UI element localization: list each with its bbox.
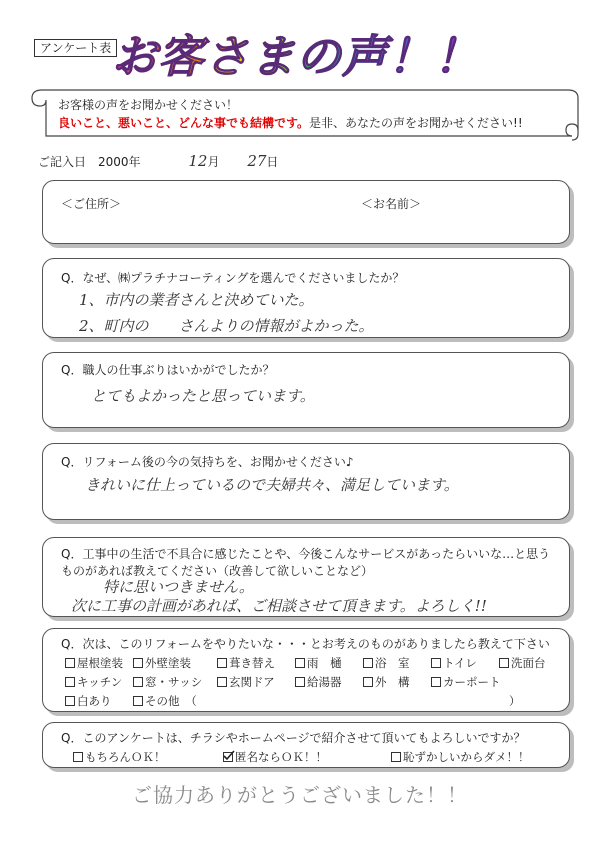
question-2-text: Q．職人の仕事ぶりはいかがでしたか？ (61, 363, 275, 377)
other-close-paren: ） (509, 694, 521, 708)
checkbox[interactable] (295, 677, 305, 687)
checkbox[interactable] (363, 677, 373, 687)
question-5-text: Q．次は、このリフォームをやりたいな・・・とお考えのものがありましたら教えて下さい (61, 637, 550, 651)
checkbox-checked[interactable] (223, 752, 233, 762)
intro-line-2 (58, 115, 523, 131)
checkbox[interactable] (217, 658, 227, 668)
scroll-frame-graphic (28, 84, 580, 142)
question-4-text-line-2: ものがあれば教えてください（改善して欲しいことなど） (61, 564, 374, 578)
question-4-section (42, 537, 570, 617)
option-no[interactable]: 恥ずかしいからダメ！！ (391, 749, 530, 765)
option-termite[interactable]: 白あり (65, 693, 112, 709)
thank-you-message: ご協力ありがとうございました！！ (132, 783, 468, 807)
option-gutter[interactable]: 雨 樋 (295, 655, 342, 671)
intro-line-1: お客様の声をお聞かせください！ (58, 98, 239, 112)
option-kitchen[interactable]: キッチン (65, 674, 122, 690)
option-bathroom[interactable]: 浴 室 (363, 655, 410, 671)
address-label: ＜ご住所＞ (61, 197, 122, 211)
month-value: 12 (188, 152, 208, 170)
month-label: 月 (207, 155, 220, 169)
form-tag: アンケート表 (34, 39, 117, 57)
option-reroof[interactable]: 葺き替え (217, 655, 275, 671)
option-other[interactable]: その他 （ (133, 693, 197, 709)
option-wall-paint[interactable]: 外壁塗装 (133, 655, 191, 671)
question-3-text: Q．リフォーム後の今の気持ちを、お聞かせください♪ (61, 455, 354, 469)
answer-2: とてもよかったと思っています。 (91, 387, 315, 405)
checkbox[interactable] (133, 677, 143, 687)
checkbox[interactable] (217, 677, 227, 687)
question-3-section (42, 443, 570, 520)
checkbox[interactable] (65, 677, 75, 687)
option-water-heater[interactable]: 給湯器 (295, 674, 342, 690)
option-carport[interactable]: カーポート (431, 674, 501, 690)
checkbox[interactable] (73, 752, 83, 762)
question-6-text: Q．このアンケートは、チラシやホームページで紹介させて頂いてもよろしいですか？ (61, 731, 526, 745)
answer-3: きれいに仕上っているので夫婦共々、満足しています。 (85, 476, 459, 494)
intro-scroll-banner (28, 84, 580, 142)
question-1-section (42, 258, 570, 338)
checkbox[interactable] (391, 752, 401, 762)
checkbox[interactable] (133, 658, 143, 668)
answer-1-line-1: 1、市内の業者さんと決めていた。 (79, 291, 314, 309)
answer-1-line-2: 2、町内の さんよりの情報がよかった。 (79, 317, 374, 335)
option-roof-paint[interactable]: 屋根塗装 (65, 655, 123, 671)
option-toilet[interactable]: トイレ (431, 655, 477, 671)
address-name-section (42, 180, 570, 244)
day-value: 27 (247, 152, 267, 170)
checkbox[interactable] (431, 677, 441, 687)
answer-4-line-1: 特に思いつきません。 (103, 578, 254, 596)
name-label: ＜お名前＞ (361, 197, 422, 211)
page-title: お客さまの声！！ (112, 26, 502, 88)
intro-highlight: 良いこと、悪いこと、どんな事でも結構です。 (58, 116, 310, 130)
checkbox[interactable] (499, 658, 509, 668)
checkbox[interactable] (65, 658, 75, 668)
day-label: 日 (266, 155, 279, 169)
date-label: ご記入日 2000 (38, 155, 129, 169)
question-4-text-line-1: Q．工事中の生活で不具合に感じたことや、今後こんなサービスがあったらいいな…と思う (61, 547, 551, 561)
question-2-section (42, 352, 570, 428)
checkbox[interactable] (363, 658, 373, 668)
option-ok[interactable]: もちろんＯＫ！ (73, 749, 166, 765)
option-anonymous-ok[interactable]: 匿名ならＯＫ！！ (223, 749, 327, 765)
option-entrance-door[interactable]: 玄関ドア (217, 674, 275, 690)
year-suffix: 年 (128, 155, 141, 169)
question-6-section (42, 722, 570, 768)
option-window-sash[interactable]: 窓・サッシ (133, 674, 202, 690)
question-1-text: Q．なぜ、㈱プラチナコーティングを選んでくださいましたか？ (61, 271, 405, 285)
check-mark-icon (223, 750, 235, 762)
checkbox[interactable] (295, 658, 305, 668)
answer-4-line-2: 次に工事の計画があれば、ご相談させて頂きます。よろしく!! (71, 597, 487, 615)
checkbox[interactable] (133, 696, 143, 706)
option-washbasin[interactable]: 洗面台 (499, 655, 546, 671)
checkbox[interactable] (431, 658, 441, 668)
question-5-section (42, 628, 570, 712)
intro-line-2-rest: 是非、あなたの声をお聞かせください!! (309, 116, 523, 130)
option-exterior[interactable]: 外 構 (363, 674, 410, 690)
entry-date (38, 152, 278, 170)
checkbox[interactable] (65, 696, 75, 706)
